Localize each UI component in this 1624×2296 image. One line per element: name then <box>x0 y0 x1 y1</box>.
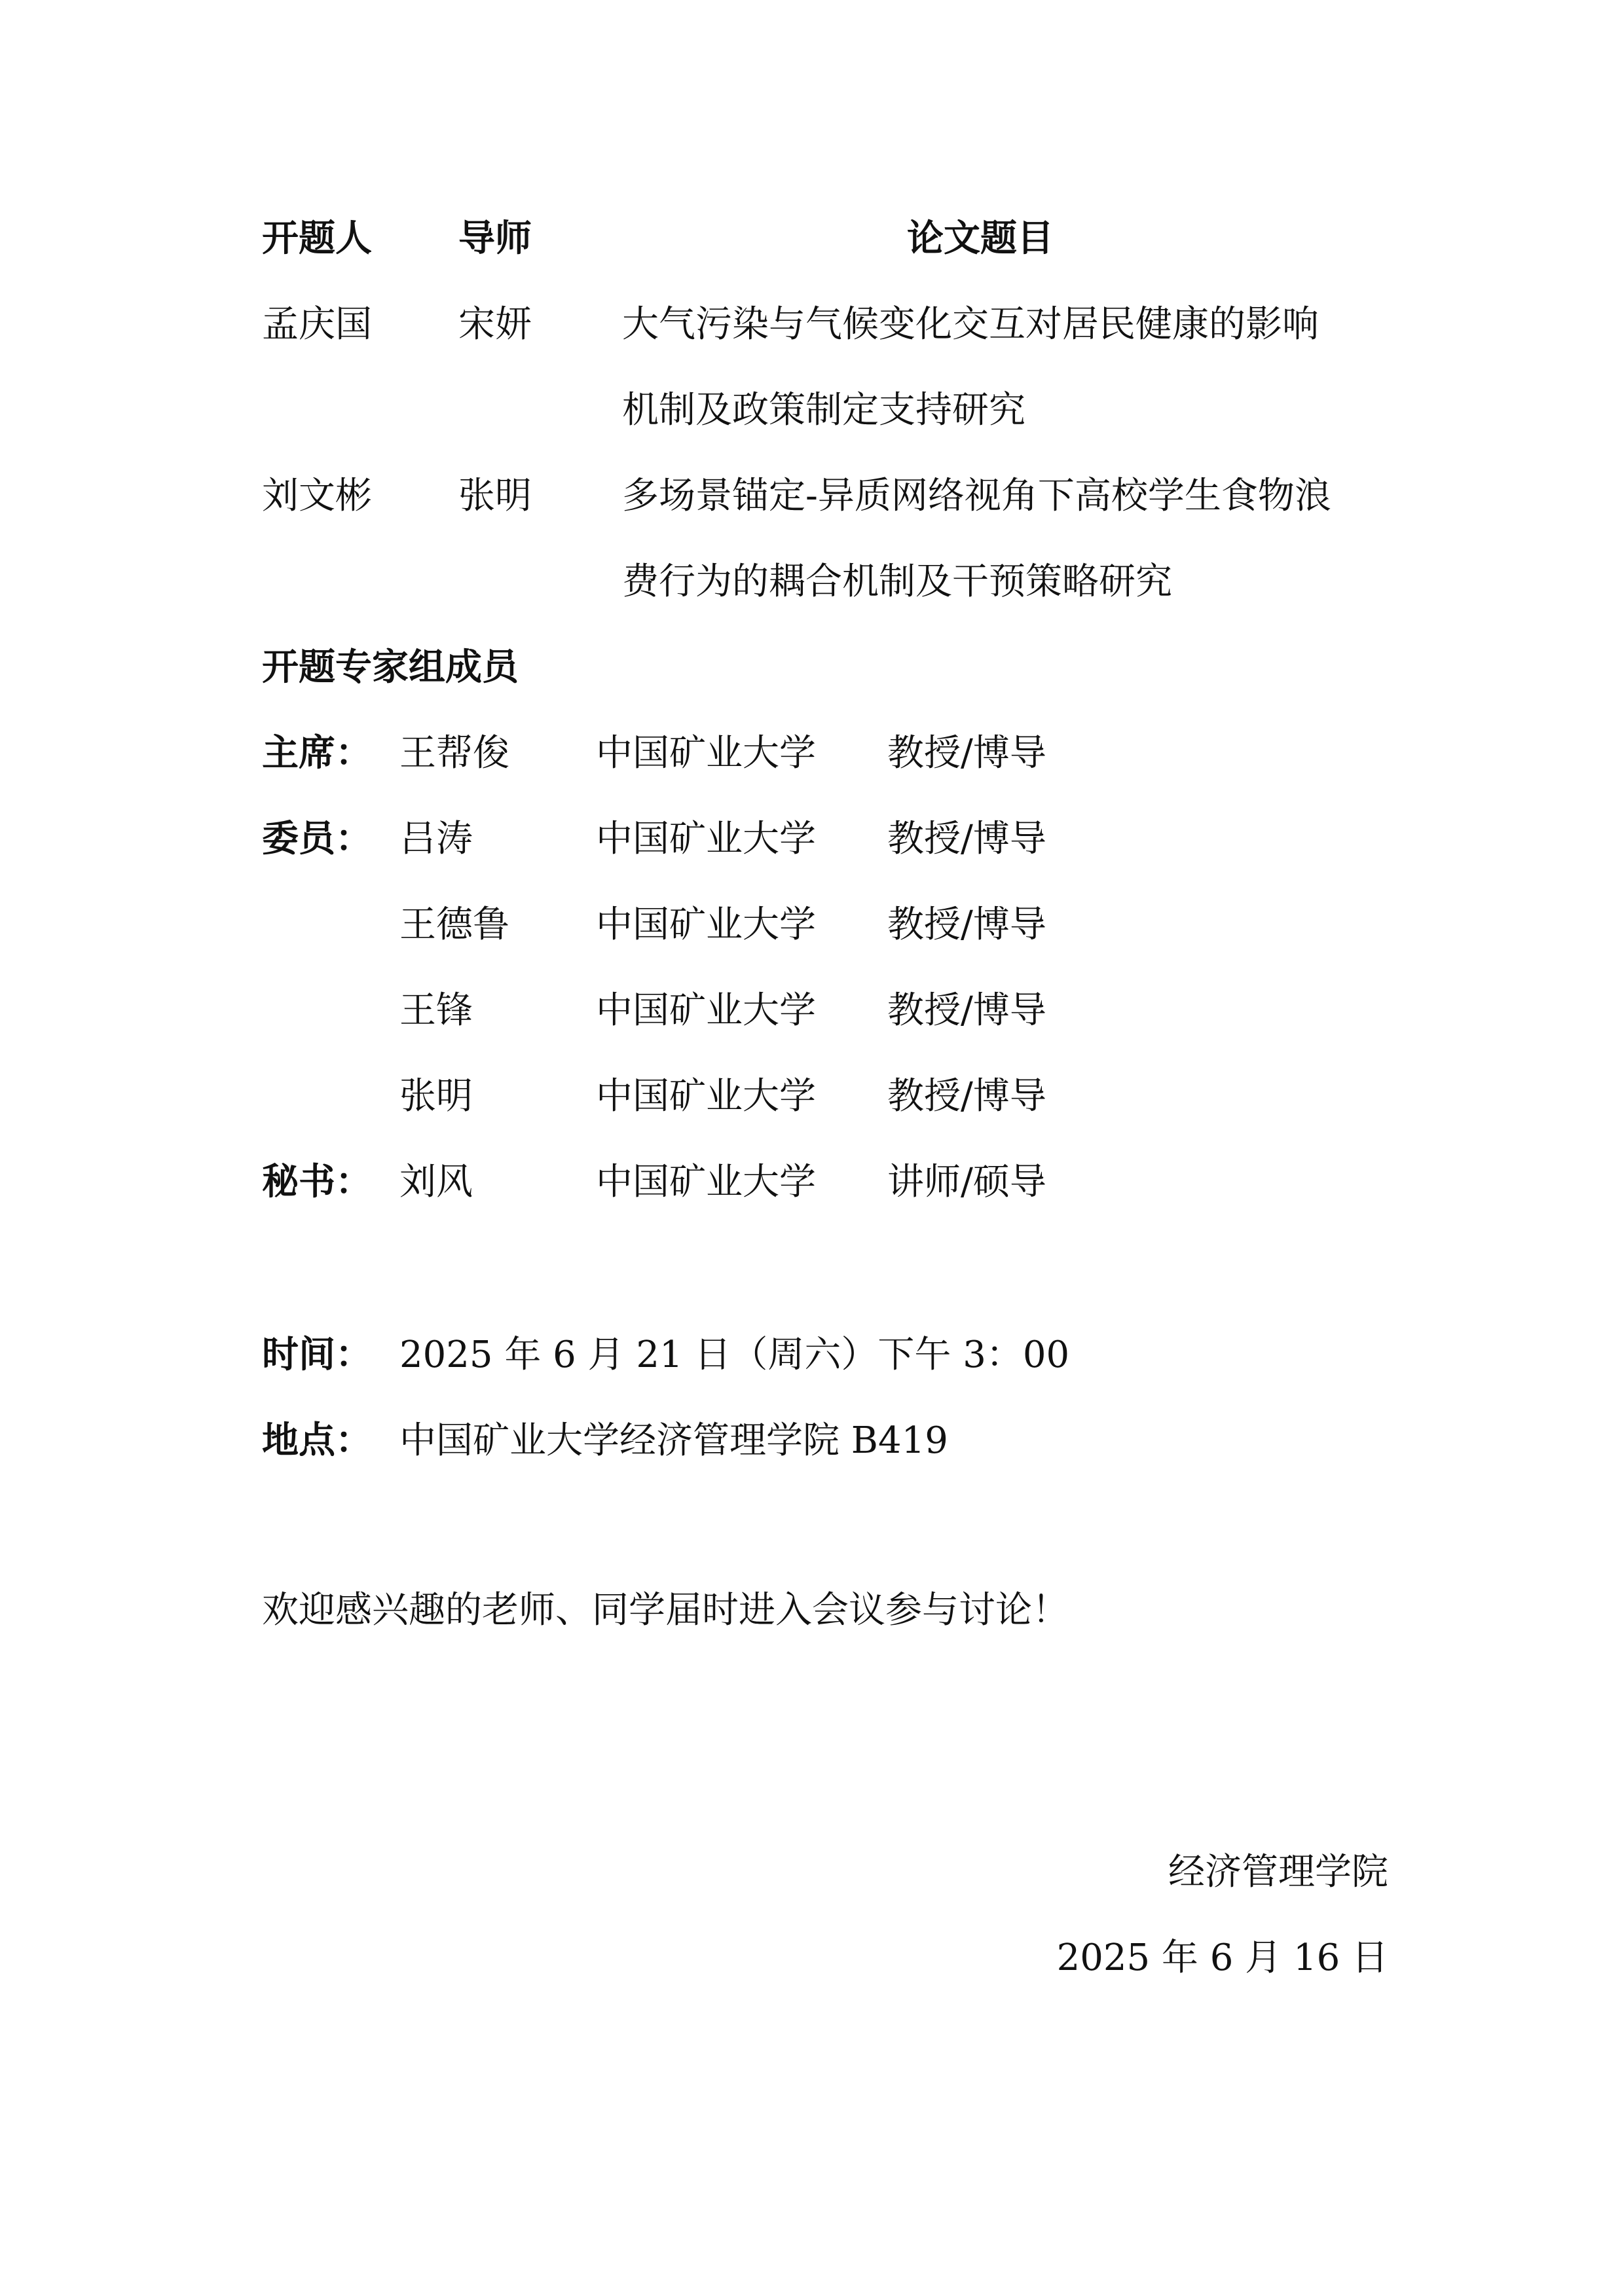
committee-name: 张明 <box>399 1075 473 1118</box>
committee-org: 中国矿业大学 <box>596 989 816 1032</box>
header-proposer: 开题人 <box>262 217 372 260</box>
committee-org: 中国矿业大学 <box>596 903 816 946</box>
thesis-proposer: 孟庆国 <box>262 303 372 346</box>
committee-org: 中国矿业大学 <box>596 1161 816 1203</box>
signature-org: 经济管理学院 <box>1168 1851 1388 1893</box>
committee-name: 王帮俊 <box>399 732 509 774</box>
committee-name: 王德鲁 <box>399 903 509 946</box>
committee-title: 教授/博导 <box>887 989 1046 1032</box>
thesis-advisor: 宋妍 <box>458 303 532 346</box>
signature-date: 2025 年 6 月 16 日 <box>1056 1937 1388 1979</box>
chair-label: 主席： <box>262 732 372 774</box>
thesis-title-line: 大气污染与气候变化交互对居民健康的影响 <box>622 303 1319 346</box>
time-value: 2025 年 6 月 21 日（周六）下午 3：00 <box>399 1334 1070 1376</box>
place-value: 中国矿业大学经济管理学院 B419 <box>399 1419 948 1462</box>
committee-name: 王锋 <box>399 989 473 1032</box>
thesis-title-line: 多场景锚定-异质网络视角下高校学生食物浪 <box>622 475 1331 517</box>
member-label: 委员： <box>262 818 372 860</box>
thesis-proposer: 刘文彬 <box>262 475 372 517</box>
committee-heading: 开题专家组成员 <box>262 646 519 689</box>
committee-title: 教授/博导 <box>887 1075 1046 1118</box>
thesis-title-line: 机制及政策制定支持研究 <box>622 389 1025 431</box>
header-title: 论文题目 <box>907 217 1054 260</box>
committee-org: 中国矿业大学 <box>596 1075 816 1118</box>
time-label: 时间： <box>262 1334 372 1376</box>
place-label: 地点： <box>262 1419 372 1462</box>
thesis-advisor: 张明 <box>458 475 532 517</box>
committee-title: 讲师/硕导 <box>887 1161 1046 1203</box>
committee-name: 吕涛 <box>399 818 473 860</box>
committee-title: 教授/博导 <box>887 903 1046 946</box>
thesis-title-line: 费行为的耦合机制及干预策略研究 <box>622 560 1172 603</box>
committee-name: 刘风 <box>399 1161 473 1203</box>
header-advisor: 导师 <box>458 217 532 260</box>
committee-title: 教授/博导 <box>887 818 1046 860</box>
committee-org: 中国矿业大学 <box>596 818 816 860</box>
secretary-label: 秘书： <box>262 1161 372 1203</box>
committee-title: 教授/博导 <box>887 732 1046 774</box>
invitation-text: 欢迎感兴趣的老师、同学届时进入会议参与讨论！ <box>262 1589 1069 1631</box>
committee-org: 中国矿业大学 <box>596 732 816 774</box>
